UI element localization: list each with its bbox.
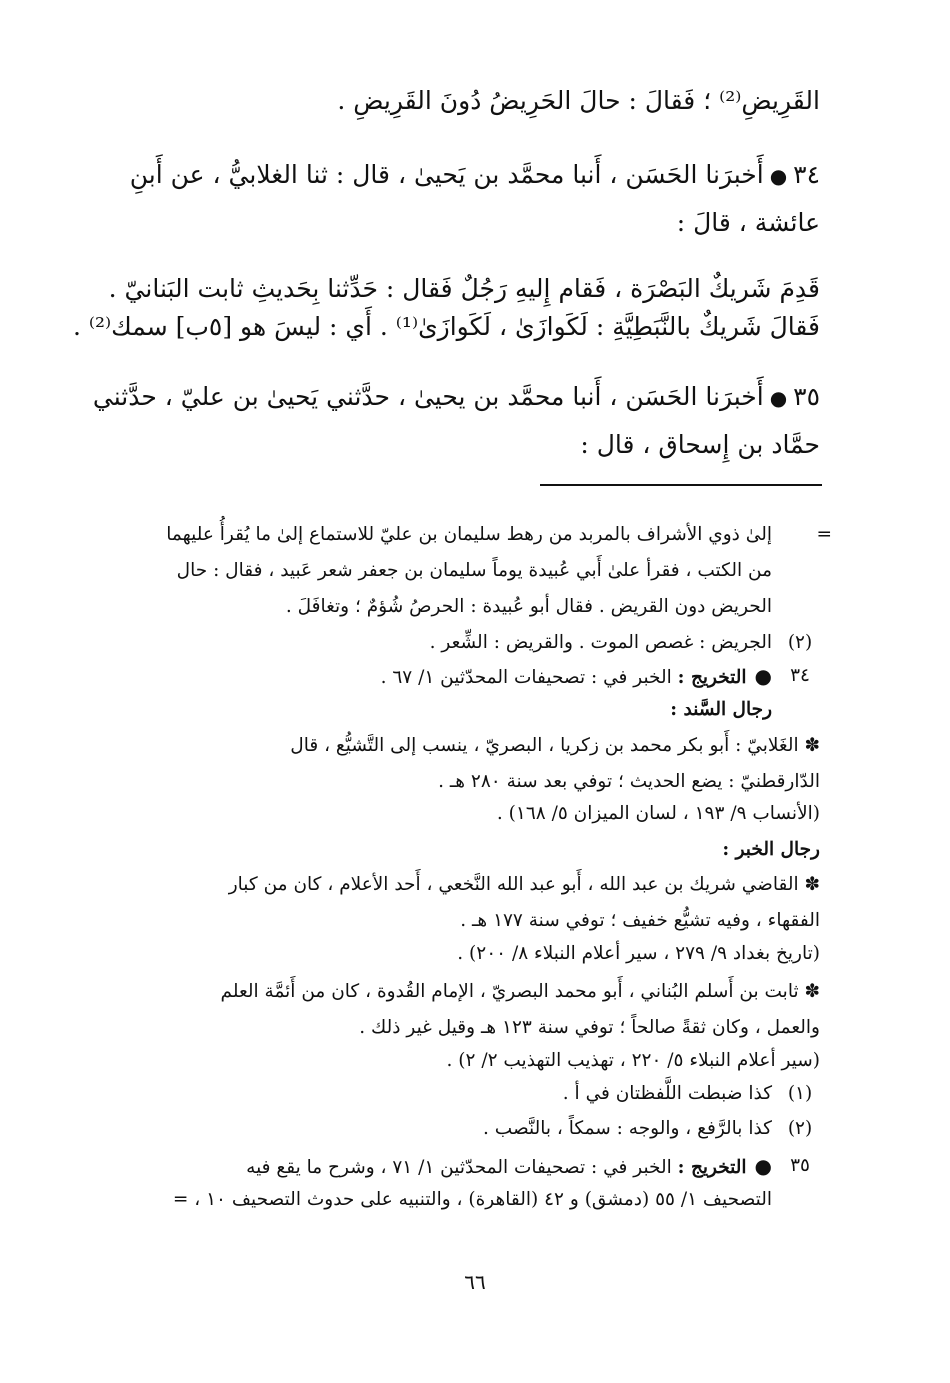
paragraph-34-line-2: عائشة ، قالَ :: [676, 208, 820, 237]
footnote-continued-line-1: إلىٰ ذوي الأشراف بالمربد من رهط سليمان بن عليّ للاستماع إلىٰ ما يُقرأُ عليهما: [166, 524, 772, 545]
bullet-icon: ●: [754, 664, 772, 688]
ghalabi-reference: (الأنساب ٩/ ١٩٣ ، لسان الميزان ٥/ ١٦٨) .: [496, 803, 820, 824]
takhrij-35-line-2: التصحيف ١/ ٥٥ (دمشق) و ٤٢ (القاهرة) ، والتنبيه على حدوث التصحيف ١٠ ، =: [172, 1189, 772, 1210]
takhrij-text: الخبر في : تصحيفات المحدّثين ١/ ٧١ ، وشرح ما يقع فيه: [246, 1157, 672, 1178]
ghalabi-bio-line-1: ✽ الغَلابيّ : أَبو بكر محمد بن زكريا ، البصريّ ، ينسب إلى التَّشيُّع ، قال: [290, 735, 820, 756]
takhrij-35: [130, 1153, 772, 1181]
takhrij-label: التخريج :: [677, 1157, 747, 1178]
paragraph-35-line-2: حمَّاد بن إِسحاق ، قال :: [580, 430, 820, 459]
ghalabi-bio-line-2: الدّارقطنيّ : يضع الحديث ؛ توفي بعد سنة ٢٨٠ هـ .: [438, 771, 820, 792]
sanad-heading: رجال السَّند :: [670, 699, 772, 720]
footnote-number: (٢): [787, 1118, 813, 1139]
takhrij-label: التخريج :: [677, 667, 747, 688]
paragraph-number: ٣٤: [793, 160, 820, 189]
story-line-1: قَدِمَ شَريكٌ البَصْرَة ، فَقام إِليهِ رَجُلٌ فَقال : حَدِّثنا بِحَديثِ ثابت البَنانيّ .: [108, 274, 820, 303]
footnote-number: (٢): [787, 632, 813, 653]
bullet-icon: ●: [769, 164, 788, 188]
takhrij-number: ٣٤: [790, 665, 810, 686]
paragraph-34: [130, 158, 820, 193]
paragraph-number: ٣٥: [793, 382, 820, 411]
paragraph-text: أَخبرَنا الحَسَن ، أَنبا محمَّد بن يَحيىٰ ، قال : ثنا الغلابيُّ ، عن أَبنِ: [129, 160, 764, 189]
footnote-continued-line-3: الحريض دون القريض . فقال أبو عُبيدة : الحرصُ شُؤمٌ ؛ وتغافَلَ .: [285, 596, 772, 617]
main-line-1: القَرِيضِ⁽²⁾ ؛ فَقالَ : حالَ الحَرِيضُ دُونَ القَرِيضِ .: [337, 86, 820, 115]
thabit-bio-line-2: والعمل ، وكان ثقةً صالحاً ؛ توفي سنة ١٢٣ هـ وقيل غير ذلك .: [359, 1017, 820, 1038]
story-line-2: فَقالَ شَريكٌ بالنَّبَطِيَّةِ : لَكَوازَىٰ ، لَكَوازَىٰ⁽¹⁾ . أَي : ليسَ هو [٥ب] سمك⁽²⁾ .: [72, 312, 820, 341]
takhrij-text: الخبر في : تصحيفات المحدّثين ١/ ٦٧ .: [380, 667, 672, 688]
paragraph-35: [92, 380, 820, 415]
continuation-mark: =: [816, 524, 832, 545]
paragraph-text: أَخبرَنا الحَسَن ، أَنبا محمَّد بن يحيىٰ ، حدَّثني يَحيىٰ بن عليّ ، حدَّثني: [92, 382, 764, 411]
khabar-heading: رجال الخبر :: [722, 839, 820, 860]
footnote-separator: [540, 484, 822, 486]
sharik-bio-line-1: ✽ القاضي شريك بن عبد الله ، أَبو عبد الله النَّخعي ، أَحد الأعلام ، كان من كبار: [228, 874, 820, 895]
page-number: ٦٦: [464, 1270, 486, 1294]
sharik-reference: (تاريخ بغداد ٩/ ٢٧٩ ، سير أعلام النبلاء ٨/ ٢٠٠) .: [457, 943, 820, 964]
sharik-bio-line-2: الفقهاء ، وفيه تشيُّع خفيف ؛ توفي سنة ١٧٧ هـ .: [460, 910, 820, 931]
footnote-continued-line-2: من الكتب ، فقرأ علىٰ أَبي عُبيدة يوماً سليمان بن جعفر شعر عَبيد ، فقال : حال: [176, 560, 772, 581]
footnote-1-text: كذا ضبطت اللَّفظتان في أ .: [562, 1083, 772, 1104]
bullet-icon: ●: [754, 1154, 772, 1178]
takhrij-34: [381, 663, 772, 691]
footnote-2b-text: كذا بالرَّفع ، والوجه : سمكاً ، بالنَّصب .: [483, 1118, 772, 1139]
thabit-reference: (سير أعلام النبلاء ٥/ ٢٢٠ ، تهذيب التهذيب ٢/ ٢) .: [446, 1050, 820, 1071]
footnote-2-text: الجريض : غصص الموت . والقريض : الشِّعر .: [429, 632, 772, 653]
thabit-bio-line-1: ✽ ثابت بن أَسلم البُناني ، أَبو محمد البصريّ ، الإمام القُدوة ، كان من أَئمَّة العلم: [220, 981, 820, 1002]
footnote-number: (١): [787, 1083, 813, 1104]
bullet-icon: ●: [769, 386, 788, 410]
takhrij-number: ٣٥: [790, 1155, 810, 1176]
